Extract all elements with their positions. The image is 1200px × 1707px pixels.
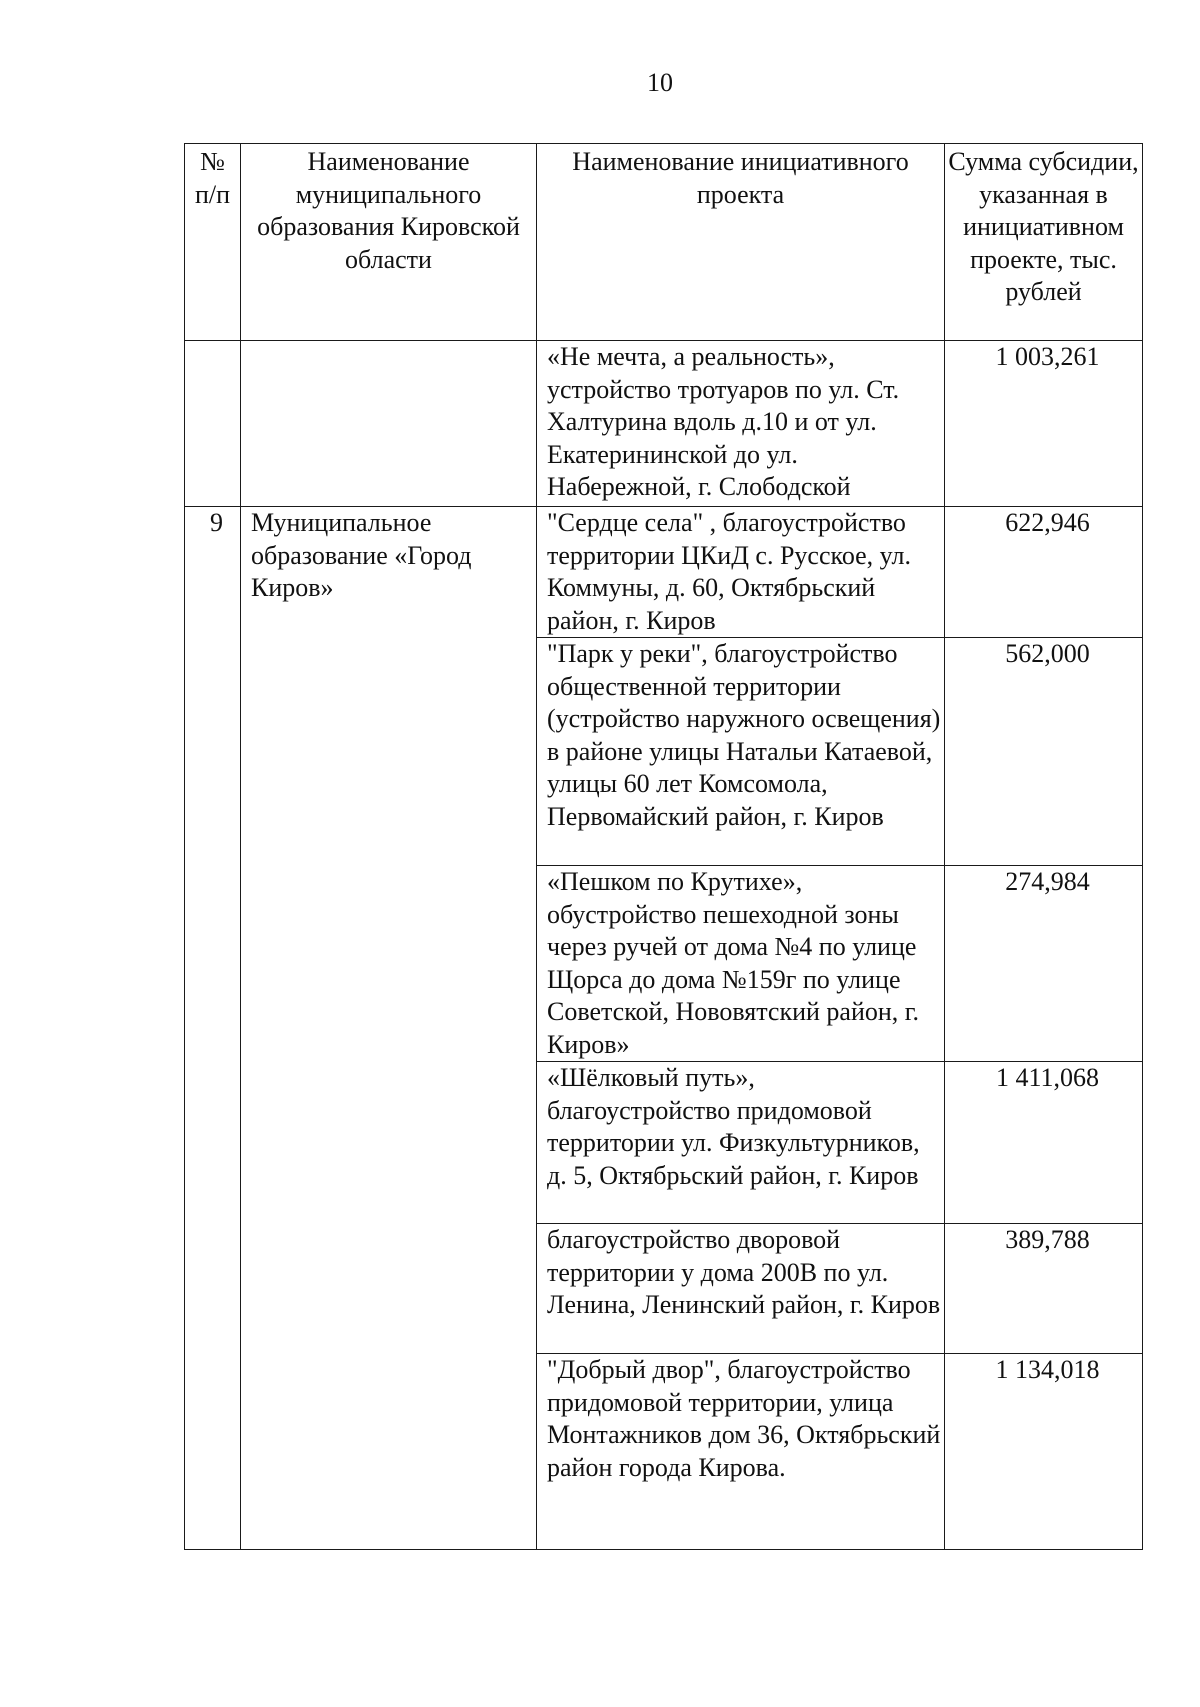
header-num: № п/п — [185, 144, 241, 341]
row-num — [185, 1062, 241, 1224]
header-amount: Сумма субсидии, указанная в инициативном проекте, тыс. рублей — [945, 144, 1143, 341]
row-municipality: Муниципальное образование «Город Киров» — [241, 507, 537, 638]
table-header-row — [185, 144, 1143, 341]
header-project: Наименование инициативного проекта — [537, 144, 945, 341]
row-num — [185, 866, 241, 1062]
table-row — [185, 1224, 1143, 1354]
row-amount: 562,000 — [945, 638, 1143, 866]
subsidy-table — [184, 143, 1143, 1550]
row-num: 9 — [185, 507, 241, 638]
row-num — [185, 1354, 241, 1550]
row-amount: 389,788 — [945, 1224, 1143, 1354]
row-amount: 622,946 — [945, 507, 1143, 638]
row-municipality — [241, 1224, 537, 1354]
table-row — [185, 866, 1143, 1062]
row-amount: 274,984 — [945, 866, 1143, 1062]
row-municipality — [241, 866, 537, 1062]
row-municipality — [241, 638, 537, 866]
row-project: «Шёлковый путь», благоустройство придомовой территории ул. Физкультурников, д. 5, Октябрьский район, г. Киров — [537, 1062, 945, 1224]
row-municipality — [241, 1062, 537, 1224]
row-project: "Сердце села" , благоустройство территории ЦКиД с. Русское, ул. Коммуны, д. 60, Октябрьский район, г. Киров — [537, 507, 945, 638]
row-project: «Пешком по Крутихе», обустройство пешеходной зоны через ручей от дома №4 по улице Щорса до дома №159г по улице Советской, Нововятский район, г. Киров» — [537, 866, 945, 1062]
row-amount: 1 134,018 — [945, 1354, 1143, 1550]
row-num — [185, 1224, 241, 1354]
row-amount: 1 411,068 — [945, 1062, 1143, 1224]
row-municipality — [241, 341, 537, 507]
table-row — [185, 638, 1143, 866]
table-row — [185, 341, 1143, 507]
header-municipality: Наименование муниципального образования Кировской области — [241, 144, 537, 341]
row-project: "Добрый двор", благоустройство придомовой территории, улица Монтажников дом 36, Октябрьский район города Кирова. — [537, 1354, 945, 1550]
table-row — [185, 1062, 1143, 1224]
row-num — [185, 638, 241, 866]
row-project: "Парк у реки", благоустройство общественной территории (устройство наружного освещения) в районе улицы Натальи Катаевой, улицы 60 лет Комсомола, Первомайский район, г. Киров — [537, 638, 945, 866]
row-municipality — [241, 1354, 537, 1550]
row-amount: 1 003,261 — [945, 341, 1143, 507]
row-project: «Не мечта, а реальность», устройство тротуаров по ул. Ст. Халтурина вдоль д.10 и от ул. Екатерининской до ул. Набережной, г. Слободской — [537, 341, 945, 507]
table-row — [185, 507, 1143, 638]
row-project: благоустройство дворовой территории у дома 200В по ул. Ленина, Ленинский район, г. Киров — [537, 1224, 945, 1354]
table-row — [185, 1354, 1143, 1550]
row-num — [185, 341, 241, 507]
page-number: 10 — [647, 68, 673, 97]
